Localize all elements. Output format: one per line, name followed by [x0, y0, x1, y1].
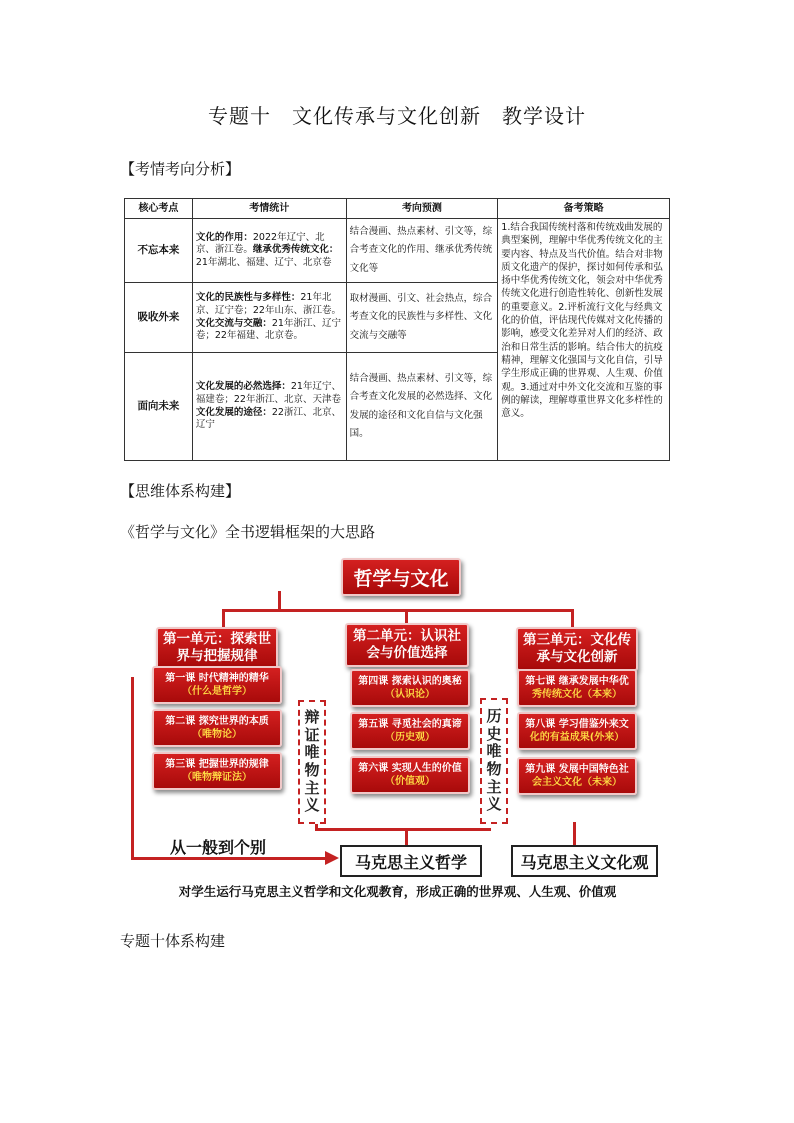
core-point: 吸收外来: [125, 283, 193, 353]
header-core: 核心考点: [125, 199, 193, 219]
page-title: 专题十 文化传承与文化创新 教学设计: [208, 104, 586, 128]
section-heading-system: 专题十体系构建: [120, 932, 226, 950]
table-row: [125, 219, 670, 283]
header-stat: 考情统计: [192, 199, 346, 219]
unit-box-1: 第一单元：探索世 界与把握规律: [156, 627, 278, 669]
prediction-cell: 结合漫画、热点素材、引文等，综合考查文化发展的必然选择、文化发展的途径和文化自信与文化强国。: [346, 353, 498, 461]
lesson-box-1: 第一课 时代精神的精华 （什么是哲学）: [152, 666, 282, 704]
table-header-row: [125, 199, 670, 219]
connector: [222, 609, 572, 612]
exam-analysis-table: [124, 198, 670, 461]
stat-cell: 文化发展的必然选择：21年辽宁、福建卷；22年浙江、北京、天津卷 文化发展的途径：22浙江、北京、辽宁: [192, 353, 346, 461]
arrow-right-icon: [325, 851, 339, 865]
connector: [315, 828, 491, 831]
lesson-box-2: 第二课 探究世界的本质 （唯物论）: [152, 709, 282, 747]
stat-cell: 文化的作用：2022年辽宁、北京、浙江卷。继承优秀传统文化：21年湖北、福建、辽宁、北京卷: [192, 219, 346, 283]
framework-diagram: [125, 552, 670, 904]
general-to-specific-label: 从一般到个别: [170, 838, 267, 857]
connector: [573, 822, 576, 846]
prediction-cell: 结合漫画、热点素材、引文等，综合考查文化的作用、继承优秀传统文化等: [346, 219, 498, 283]
section-heading-analysis: 【考情考向分析】: [120, 160, 241, 178]
book-framework-heading: 《哲学与文化》全书逻辑框架的大思路: [120, 523, 376, 541]
header-pred: 考向预测: [346, 199, 498, 219]
core-point: 面向未来: [125, 353, 193, 461]
unit-box-3: 第三单元：文化传 承与文化创新: [516, 627, 638, 671]
connector: [278, 591, 281, 611]
lesson-box-7: 第七课 继承发展中华优 秀传统文化（本来）: [517, 669, 637, 707]
stat-cell: 文化的民族性与多样性：21年北京、辽宁卷；22年山东、浙江卷。 文化交流与交融：21年浙江、辽宁卷；22年福建、北京卷。: [192, 283, 346, 353]
marxist-philosophy-box: 马克思主义哲学: [340, 845, 482, 877]
strategy-cell: 1.结合我国传统村落和传统戏曲发展的典型案例，理解中华优秀传统文化的主要内容、特点及当代价值。结合对非物质文化遗产的保护，探讨如何传承和弘扬中华优秀传统文化，领会对中华优秀传统文化进行创造性转化、创新性发展的重要意义。2.评析流行文化与经典文化的价值，评估现代传媒对文化传播的影响，感受文化差异对人们的经济、政治和日常生活的影响。结合伟大的抗疫精神，理解文化强国与文化自信，引导学生形成正确的世界观、人生观、价值观。3.通过对中外文化交流和互鉴的事例的解读，理解尊重世界文化多样性的意义。: [498, 219, 670, 461]
connector: [571, 609, 574, 627]
prediction-cell: 取材漫画、引文、社会热点，综合考查文化的民族性与多样性、文化交流与交融等: [346, 283, 498, 353]
lesson-box-3: 第三课 把握世界的规律 （唯物辩证法）: [152, 752, 282, 790]
lesson-box-4: 第四课 探索认识的奥秘 （认识论）: [350, 669, 470, 707]
section-heading-framework: 【思维体系构建】: [120, 482, 241, 500]
header-strategy: 备考策略: [498, 199, 670, 219]
historical-materialism-label: 历史唯物主义: [480, 698, 508, 824]
lesson-box-6: 第六课 实现人生的价值 （价值观）: [350, 756, 470, 794]
connector: [131, 677, 134, 859]
core-point: 不忘本来: [125, 219, 193, 283]
connector: [222, 609, 225, 627]
marxist-culture-box: 马克思主义文化观: [511, 845, 658, 877]
lesson-box-9: 第九课 发展中国特色社 会主义文化（未来）: [517, 757, 637, 795]
diagram-caption: 对学生运行马克思主义哲学和文化观教育，形成正确的世界观、人生观、价值观: [178, 884, 617, 899]
lesson-box-8: 第八课 学习借鉴外来文 化的有益成果(外来）: [517, 712, 637, 750]
dialectical-materialism-label: 辩证唯物主义: [298, 700, 326, 824]
connector: [405, 828, 408, 845]
lesson-box-5: 第五课 寻觅社会的真谛 （历史观）: [350, 712, 470, 750]
unit-box-2: 第二单元：认识社 会与价值选择: [345, 623, 469, 667]
diagram-main-title: 哲学与文化: [341, 558, 461, 596]
